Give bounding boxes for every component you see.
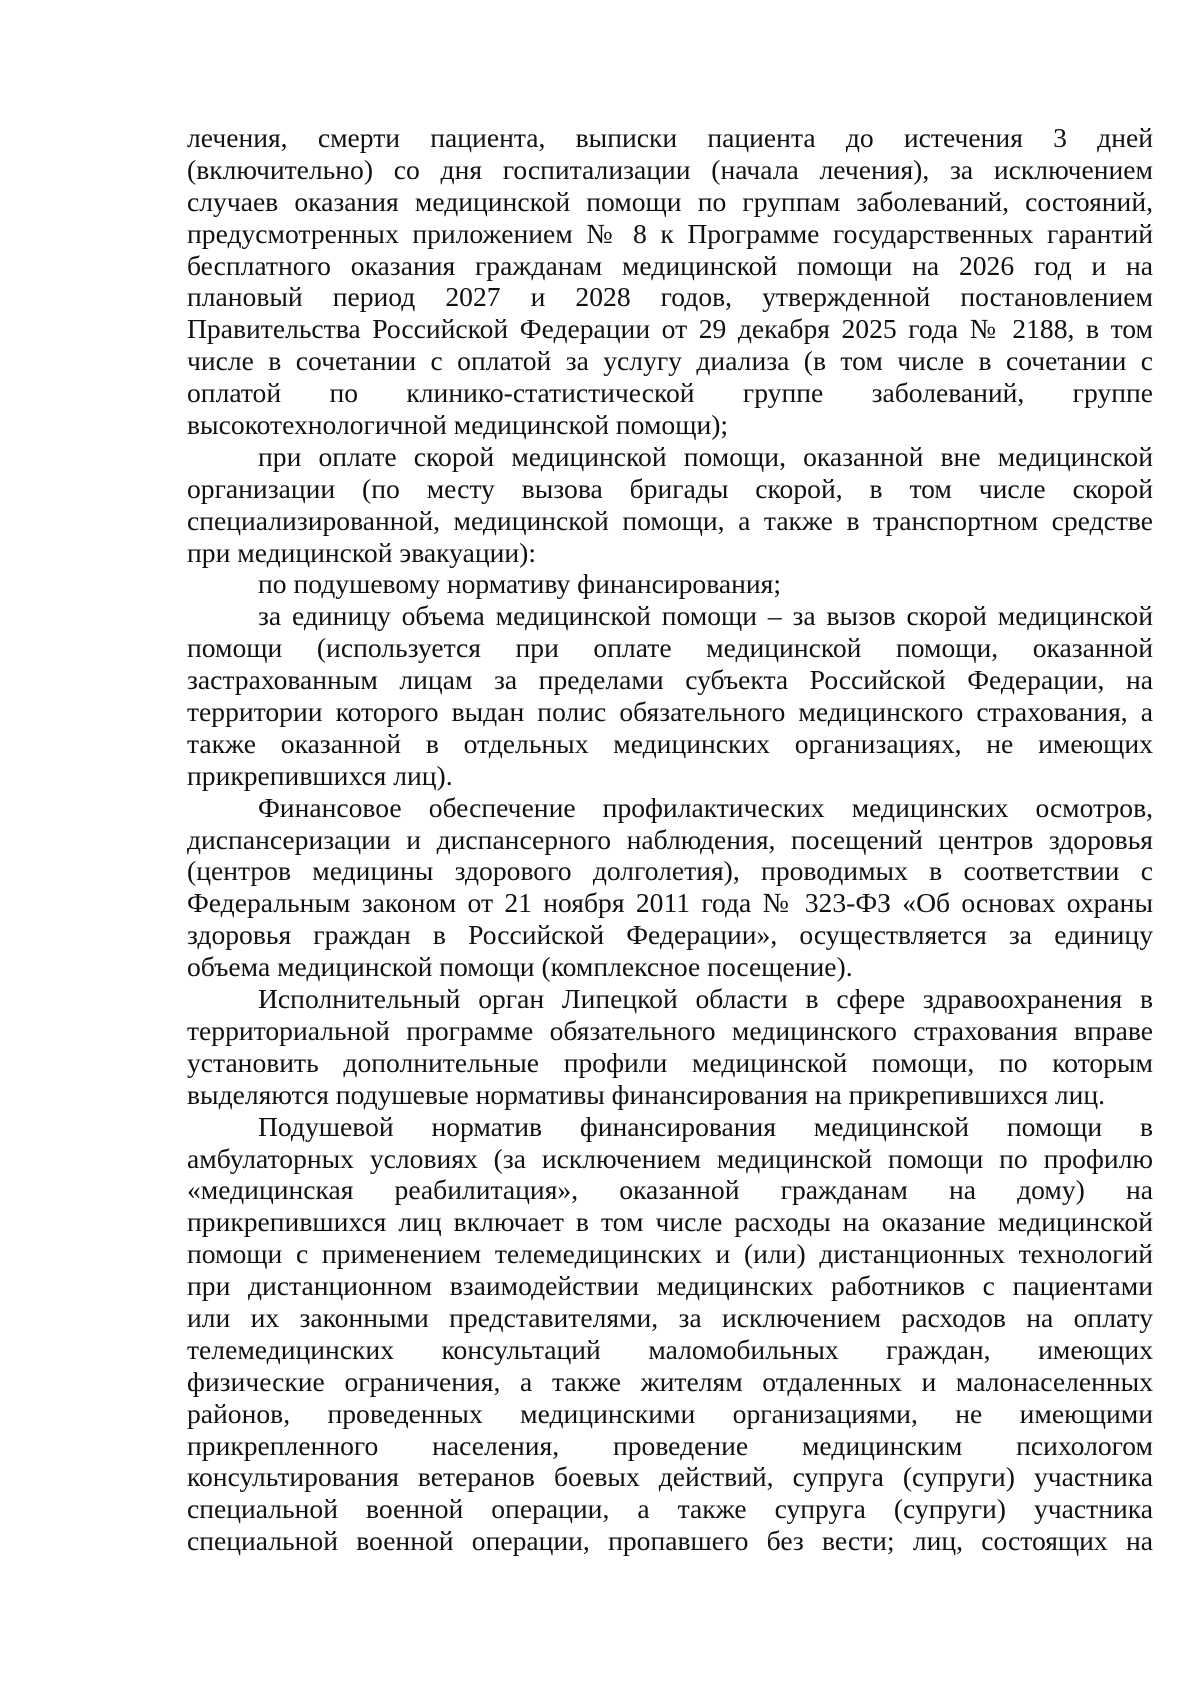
text-line: здоровья граждан в Российской Федерации», осуществляется за единицу bbox=[187, 919, 1153, 951]
paragraph-first-line: при оплате скорой медицинской помощи, оказанной вне медицинской bbox=[258, 440, 1153, 472]
paragraph-first-line: Подушевой норматив финансирования медицинской помощи в bbox=[258, 1110, 1153, 1142]
paragraph-first-line: по подушевому нормативу финансирования; bbox=[258, 568, 782, 600]
text-line: бесплатного оказания гражданам медицинской помощи на 2026 год и на bbox=[187, 249, 1153, 281]
text-line: установить дополнительные профили медицинской помощи, по которым bbox=[187, 1046, 1153, 1078]
text-line: помощи (используется при оплате медицинской помощи, оказанной bbox=[187, 632, 1153, 664]
text-line: территориальной программе обязательного медицинского страхования вправе bbox=[187, 1014, 1153, 1046]
text-line: специализированной, медицинской помощи, а также в транспортном средстве bbox=[187, 504, 1153, 536]
text-line: застрахованным лицам за пределами субъекта Российской Федерации, на bbox=[187, 664, 1153, 696]
text-line: прикрепленного населения, проведение медицинским психологом bbox=[187, 1429, 1153, 1461]
text-line: предусмотренных приложением № 8 к Программе государственных гарантий bbox=[187, 217, 1153, 249]
text-line: высокотехнологичной медицинской помощи); bbox=[187, 409, 729, 441]
paragraph-first-line: Финансовое обеспечение профилактических медицинских осмотров, bbox=[258, 791, 1153, 823]
text-line: организации (по месту вызова бригады скорой, в том числе скорой bbox=[187, 472, 1153, 504]
text-line: оплатой по клинико-статистической группе заболеваний, группе bbox=[187, 377, 1153, 409]
text-line: (включительно) со дня госпитализации (начала лечения), за исключением bbox=[187, 153, 1153, 185]
text-line: выделяются подушевые нормативы финансирования на прикрепившихся лиц. bbox=[187, 1078, 1106, 1110]
text-line: при медицинской эвакуации): bbox=[187, 536, 537, 568]
text-line: объема медицинской помощи (комплексное посещение). bbox=[187, 951, 853, 983]
text-line: числе в сочетании с оплатой за услугу диализа (в том числе в сочетании с bbox=[187, 345, 1153, 377]
text-line: районов, проведенных медицинскими организациями, не имеющими bbox=[187, 1397, 1153, 1429]
paragraph-first-line: Исполнительный орган Липецкой области в сфере здравоохранения в bbox=[258, 983, 1153, 1015]
text-line: лечения, смерти пациента, выписки пациента до истечения 3 дней bbox=[187, 122, 1153, 153]
text-line: прикрепившихся лиц). bbox=[187, 759, 453, 791]
document-body-text bbox=[187, 122, 1153, 1557]
text-line: телемедицинских консультаций маломобильных граждан, имеющих bbox=[187, 1333, 1153, 1365]
text-line: консультирования ветеранов боевых действий, супруга (супруги) участника bbox=[187, 1461, 1153, 1493]
text-line: диспансеризации и диспансерного наблюдения, посещений центров здоровья bbox=[187, 823, 1153, 855]
text-line: Федеральным законом от 21 ноября 2011 года № 323-ФЗ «Об основах охраны bbox=[187, 887, 1153, 919]
text-line: или их законными представителями, за исключением расходов на оплату bbox=[187, 1301, 1153, 1333]
text-line: специальной военной операции, пропавшего без вести; лиц, состоящих на bbox=[187, 1525, 1153, 1557]
text-line: «медицинская реабилитация», оказанной гражданам на дому) на bbox=[187, 1174, 1153, 1206]
text-line: случаев оказания медицинской помощи по группам заболеваний, состояний, bbox=[187, 185, 1153, 217]
text-line: амбулаторных условиях (за исключением медицинской помощи по профилю bbox=[187, 1142, 1153, 1174]
text-line: (центров медицины здорового долголетия), проводимых в соответствии с bbox=[187, 855, 1153, 887]
text-line: Правительства Российской Федерации от 29 декабря 2025 года № 2188, в том bbox=[187, 313, 1153, 345]
text-line: также оказанной в отдельных медицинских организациях, не имеющих bbox=[187, 727, 1153, 759]
text-line: прикрепившихся лиц включает в том числе расходы на оказание медицинской bbox=[187, 1206, 1153, 1238]
text-line: плановый период 2027 и 2028 годов, утвержденной постановлением bbox=[187, 281, 1153, 313]
paragraph-first-line: за единицу объема медицинской помощи – за вызов скорой медицинской bbox=[258, 600, 1153, 632]
text-line: физические ограничения, а также жителям отдаленных и малонаселенных bbox=[187, 1365, 1153, 1397]
text-line: специальной военной операции, а также супруга (супруги) участника bbox=[187, 1493, 1153, 1525]
text-line: при дистанционном взаимодействии медицинских работников с пациентами bbox=[187, 1270, 1153, 1302]
text-line: помощи с применением телемедицинских и (или) дистанционных технологий bbox=[187, 1238, 1153, 1270]
text-line: территории которого выдан полис обязательного медицинского страхования, а bbox=[187, 696, 1153, 728]
